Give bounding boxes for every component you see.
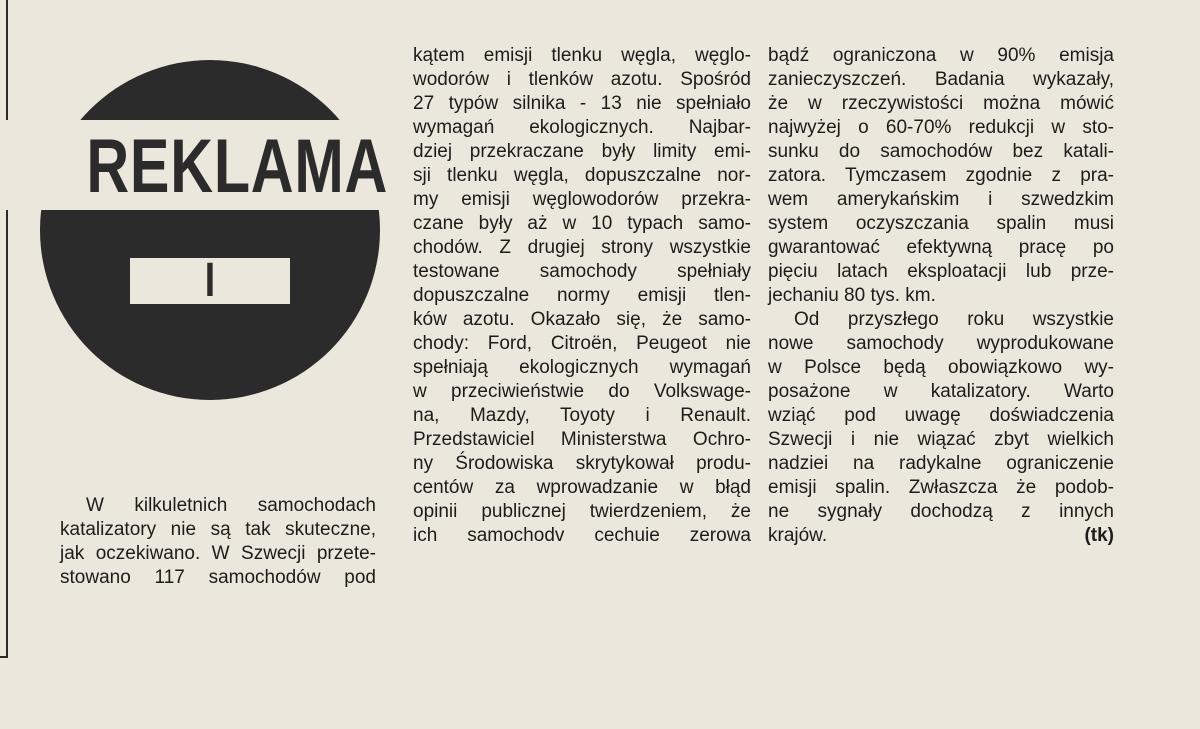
text-line: kątem emisji tlenku węgla, węglo- <box>413 45 751 66</box>
left-border-rule <box>6 0 8 658</box>
text-line: katalizatory nie są tak skuteczne, <box>60 519 376 540</box>
text-line: gwarantować efektywną pracę po <box>768 237 1114 258</box>
text-line: opinii publicznej twierdzeniem, że <box>413 501 751 522</box>
text-line: my emisji węglowodorów przekra- <box>413 189 751 210</box>
author-signature: (tk) <box>1084 525 1114 546</box>
text-line: sji tlenku węgla, dopuszczalne nor- <box>413 165 751 186</box>
text-line: wem amerykańskim i szwedzkim <box>768 189 1114 210</box>
text-line: Szwecji i nie wiązać zbyt wielkich <box>768 429 1114 450</box>
text-line: ków azotu. Okazało się, że samo- <box>413 309 751 330</box>
text-line: chody: Ford, Citroën, Peugeot nie <box>413 333 751 354</box>
text-line: że w rzeczywistości można mówić <box>768 93 1114 114</box>
text-line: zanieczyszczeń. Badania wykazały, <box>768 69 1114 90</box>
text-line: testowane samochody spełniały <box>413 261 751 282</box>
badge-subtitle: I TESTY <box>149 254 271 357</box>
closing-text: krajów. <box>768 525 828 546</box>
text-line: ich samochodv cechuie zerowa <box>413 525 751 546</box>
text-line: 27 typów silnika - 13 nie spełniało <box>413 93 751 114</box>
text-line: stowano 117 samochodów pod <box>60 567 376 588</box>
text-line: W kilkuletnich samochodach <box>86 495 376 516</box>
article-column-1 <box>60 494 376 590</box>
text-line: ny Środowiska skrytykował produ- <box>413 453 751 474</box>
text-line: pięciu latach eksploatacji lub prze- <box>768 261 1114 282</box>
text-line: nowe samochody wyprodukowane <box>768 333 1114 354</box>
text-line: najwyżej o 60-70% redukcji w sto- <box>768 117 1114 138</box>
article-column-3 <box>768 44 1114 548</box>
text-line: emisji spalin. Zwłaszcza że podob- <box>768 477 1114 498</box>
text-line: wodorów i tlenków azotu. Spośród <box>413 69 751 90</box>
text-line: sunku do samochodów bez katali- <box>768 141 1114 162</box>
text-line: system oczyszczania spalin musi <box>768 213 1114 234</box>
text-line: spełniają ekologicznych wymagań <box>413 357 751 378</box>
text-line: ne sygnały dochodzą z innych <box>768 501 1114 522</box>
text-line: jak oczekiwano. W Szwecji przete- <box>60 543 376 564</box>
text-line: chodów. Z drugiej strony wszystkie <box>413 237 751 258</box>
text-line: dziej przekraczane były limity emi- <box>413 141 751 162</box>
article-column-2 <box>413 44 751 548</box>
text-line: w Polsce będą obowiązkowo wy- <box>768 357 1114 378</box>
closing-line <box>768 524 1114 548</box>
text-line: jechaniu 80 tys. km. <box>768 285 936 306</box>
text-line: dopuszczalne normy emisji tlen- <box>413 285 751 306</box>
text-line: Przedstawiciel Ministerstwa Ochro- <box>413 429 751 450</box>
text-line: posażone w katalizatory. Warto <box>768 381 1114 402</box>
text-line: nadziei na radykalne ograniczenie <box>768 453 1114 474</box>
text-line: zatora. Tymczasem zgodnie z pra- <box>768 165 1114 186</box>
text-line: czane były aż w 10 typach samo- <box>413 213 751 234</box>
text-line: centów za wprowadzanie w błąd <box>413 477 751 498</box>
text-line: bądź ograniczona w 90% emisja <box>768 45 1114 66</box>
text-line: wymagań ekologicznych. Najbar- <box>413 117 751 138</box>
text-line: Od przyszłego roku wszystkie <box>794 309 1114 330</box>
badge-title: REKLAMA <box>86 124 389 209</box>
bottom-border-rule <box>0 656 8 658</box>
text-line: wziąć pod uwagę doświadczenia <box>768 405 1114 426</box>
text-line: na, Mazdy, Toyoty i Renault. <box>413 405 751 426</box>
text-line: w przeciwieństwie do Volkswage- <box>413 381 751 402</box>
